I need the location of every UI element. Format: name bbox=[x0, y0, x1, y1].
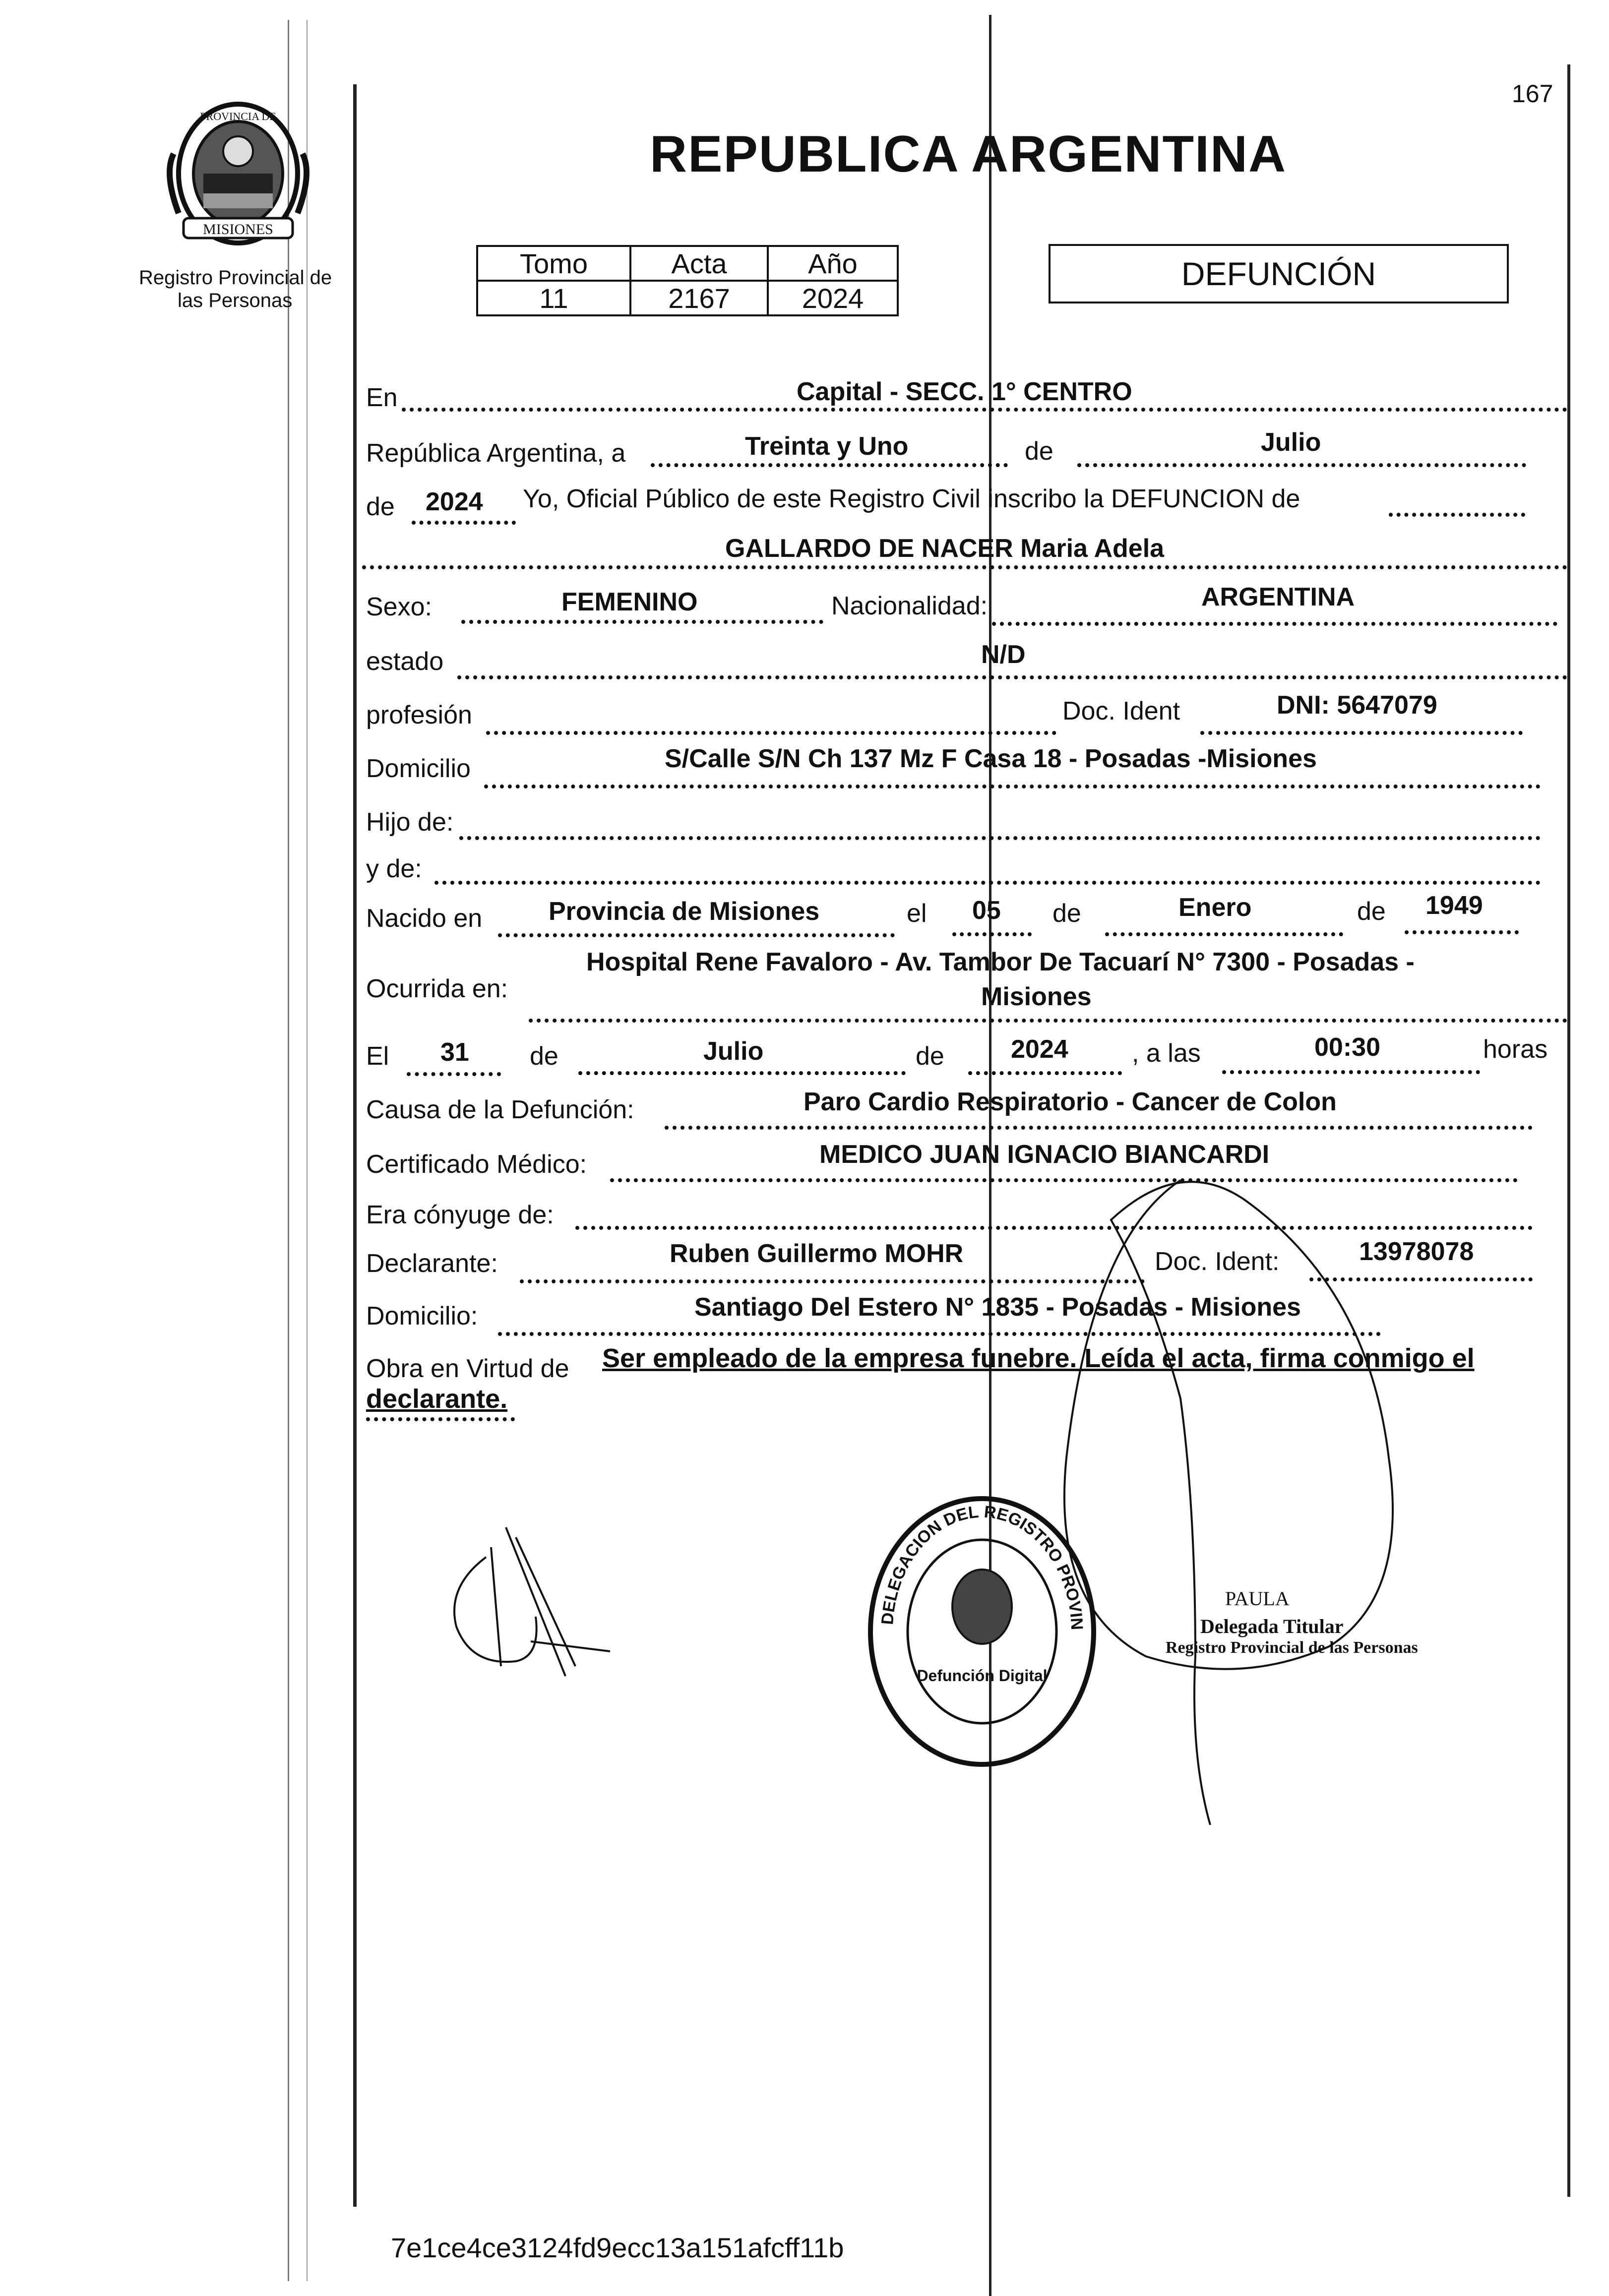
registry-seal bbox=[863, 1493, 1101, 1770]
label-de-fallec-1: de bbox=[530, 1042, 558, 1071]
label-a-las: , a las bbox=[1132, 1039, 1201, 1068]
value-dni: DNI: 5647079 bbox=[1277, 691, 1437, 720]
line-dia bbox=[651, 463, 1008, 467]
label-de-nac-1: de bbox=[1052, 899, 1081, 928]
line-causa bbox=[665, 1126, 1533, 1130]
stamp-line2: Delegada Titular bbox=[1200, 1615, 1344, 1637]
label-en: En bbox=[366, 383, 398, 412]
registry-name-line2: las Personas bbox=[178, 290, 293, 311]
line-fallec-dia bbox=[407, 1072, 501, 1076]
line-y-de bbox=[434, 881, 1541, 885]
svg-text:MISIONES: MISIONES bbox=[203, 221, 273, 238]
line-estado bbox=[457, 675, 1567, 679]
line-fallec-mes bbox=[578, 1071, 906, 1075]
binding-line-2 bbox=[307, 20, 308, 2281]
label-causa: Causa de la Defunción: bbox=[366, 1095, 634, 1124]
value-domicilio: S/Calle S/N Ch 137 Mz F Casa 18 - Posadas -Misiones bbox=[665, 744, 1317, 773]
label-sexo: Sexo: bbox=[366, 593, 432, 621]
label-horas: horas bbox=[1483, 1035, 1548, 1064]
value-nacionalidad: ARGENTINA bbox=[1201, 583, 1355, 611]
value-nac-anio: 1949 bbox=[1425, 891, 1483, 920]
svg-text:PROVINCIA DE: PROVINCIA DE bbox=[200, 110, 276, 122]
value-nombre: GALLARDO DE NACER Maria Adela bbox=[725, 534, 1165, 563]
label-obra: Obra en Virtud de bbox=[366, 1354, 569, 1383]
value-dia-letras: Treinta y Uno bbox=[745, 432, 909, 461]
registry-name-line1: Registro Provincial de bbox=[139, 267, 332, 289]
line-domicilio bbox=[484, 785, 1541, 788]
page-number: 167 bbox=[1512, 80, 1553, 108]
record-type-box: DEFUNCIÓN bbox=[1049, 244, 1509, 303]
label-hijo-de: Hijo de: bbox=[366, 808, 454, 837]
anio-header: Año bbox=[768, 246, 898, 281]
label-de-nac-2: de bbox=[1357, 897, 1386, 926]
value-causa: Paro Cardio Respiratorio - Cancer de Colon bbox=[804, 1088, 1337, 1116]
label-el: el bbox=[907, 899, 927, 928]
label-conyuge: Era cónyuge de: bbox=[366, 1201, 554, 1229]
value-obra-2: declarante. bbox=[366, 1384, 508, 1414]
line-nac-dia bbox=[952, 932, 1032, 936]
value-ocurrida-1: Hospital Rene Favaloro - Av. Tambor De Tacuarí N° 7300 - Posadas - bbox=[586, 948, 1415, 976]
value-declarante-doc: 13978078 bbox=[1359, 1237, 1474, 1266]
svg-text:Defunción Digital: Defunción Digital bbox=[917, 1667, 1048, 1685]
tomo-value: 11 bbox=[477, 281, 630, 315]
value-declarante: Ruben Guillermo MOHR bbox=[670, 1239, 964, 1268]
label-yo: Yo, Oficial Público de este Registro Civil inscribo la DEFUNCION de bbox=[523, 484, 1300, 513]
line-profesion bbox=[486, 731, 1056, 735]
value-ocurrida-2: Misiones bbox=[981, 982, 1092, 1011]
line-anio bbox=[412, 521, 516, 525]
line-nac-anio bbox=[1405, 930, 1519, 934]
label-de-fallec-2: de bbox=[916, 1042, 944, 1071]
line-nombre bbox=[362, 565, 1567, 569]
label-el-cap: El bbox=[366, 1042, 389, 1071]
acta-header: Acta bbox=[630, 246, 768, 281]
misiones-coat-of-arms-logo bbox=[164, 99, 312, 248]
line-yo-end bbox=[1389, 513, 1525, 517]
value-nac-dia: 05 bbox=[972, 896, 1001, 925]
label-nacido-en: Nacido en bbox=[366, 904, 483, 933]
record-table bbox=[476, 245, 899, 316]
label-de-2: de bbox=[366, 492, 395, 521]
label-declarante: Declarante: bbox=[366, 1249, 498, 1278]
label-y-de: y de: bbox=[366, 854, 422, 883]
value-hora: 00:30 bbox=[1314, 1033, 1380, 1062]
value-fallec-mes: Julio bbox=[703, 1037, 764, 1066]
value-obra-1: Ser empleado de la empresa funebre. Leída el acta, firma conmigo el bbox=[602, 1343, 1475, 1373]
tomo-header: Tomo bbox=[477, 246, 630, 281]
value-lugar: Capital - SECC. 1° CENTRO bbox=[797, 377, 1132, 406]
binding-line bbox=[288, 20, 289, 2281]
line-nacido-en bbox=[498, 933, 895, 937]
line-nac-mes bbox=[1105, 932, 1343, 936]
line-ocurrida bbox=[529, 1019, 1567, 1023]
label-estado: estado bbox=[366, 647, 444, 676]
svg-text:DELEGACION DEL REGISTRO PROVIN: DELEGACION DEL REGISTRO PROVIN bbox=[878, 1502, 1087, 1631]
value-declarante-domicilio: Santiago Del Estero N° 1835 - Posadas - Misiones bbox=[694, 1293, 1301, 1322]
label-domicilio: Domicilio bbox=[366, 754, 471, 783]
value-nacido-en: Provincia de Misiones bbox=[549, 897, 820, 926]
label-doc-ident: Doc. Ident bbox=[1062, 697, 1180, 725]
label-domicilio-2: Domicilio: bbox=[366, 1302, 478, 1330]
label-nacionalidad: Nacionalidad: bbox=[831, 592, 988, 620]
right-margin-line bbox=[1567, 64, 1570, 2197]
document-hash: 7e1ce4ce3124fd9ecc13a151afcff11b bbox=[391, 2232, 844, 2263]
stamp-line1: PAULA bbox=[1225, 1587, 1290, 1610]
value-estado: N/D bbox=[981, 640, 1026, 669]
anio-value: 2024 bbox=[768, 281, 898, 315]
value-nac-mes: Enero bbox=[1178, 893, 1252, 922]
label-certificado: Certificado Médico: bbox=[366, 1150, 587, 1179]
label-profesion: profesión bbox=[366, 701, 472, 729]
label-de-1: de bbox=[1025, 437, 1053, 466]
value-certificado: MEDICO JUAN IGNACIO BIANCARDI bbox=[819, 1140, 1270, 1169]
line-en bbox=[402, 408, 1567, 412]
label-republica: República Argentina, a bbox=[366, 439, 626, 468]
label-doc-ident-2: Doc. Ident: bbox=[1155, 1247, 1280, 1276]
stamp-line3: Registro Provincial de las Personas bbox=[1166, 1638, 1418, 1657]
value-fallec-dia: 31 bbox=[440, 1038, 469, 1067]
value-fallec-anio: 2024 bbox=[1011, 1035, 1068, 1064]
acta-value: 2167 bbox=[630, 281, 768, 315]
line-hora bbox=[1222, 1070, 1480, 1074]
line-fallec-anio bbox=[968, 1071, 1122, 1075]
line-mes bbox=[1077, 463, 1526, 467]
label-ocurrida-en: Ocurrida en: bbox=[366, 974, 508, 1003]
line-doc-ident bbox=[1200, 731, 1523, 735]
page-title: REPUBLICA ARGENTINA bbox=[650, 125, 1287, 183]
value-mes: Julio bbox=[1261, 428, 1321, 457]
line-sexo bbox=[461, 620, 823, 624]
value-sexo: FEMENINO bbox=[561, 588, 698, 616]
line-hijo-de bbox=[459, 836, 1541, 840]
value-anio: 2024 bbox=[426, 487, 483, 516]
left-margin-line bbox=[353, 84, 357, 2207]
line-obra bbox=[366, 1417, 515, 1421]
declarant-signature bbox=[417, 1517, 625, 1696]
line-nacionalidad bbox=[992, 622, 1557, 626]
